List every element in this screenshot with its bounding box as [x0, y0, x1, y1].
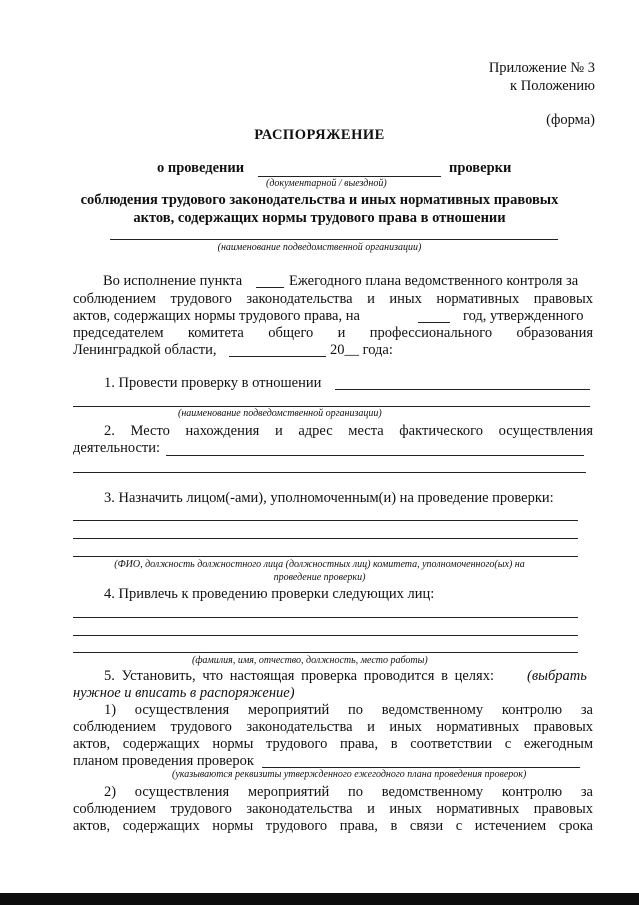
- item-2-address-blank[interactable]: [166, 455, 584, 456]
- purpose-1-caption: (указываются реквизиты утвержденного ежегодного плана проведения проверок): [172, 769, 527, 780]
- preamble-line-1a: Во исполнение пункта: [103, 273, 243, 289]
- preamble-line-5b: 20__ года:: [330, 342, 393, 358]
- document-title: РАСПОРЯЖЕНИЕ: [254, 127, 385, 143]
- subject-line-2: актов, содержащих нормы трудового права в отношении: [133, 210, 506, 226]
- item-1-caption: (наименование подведомственной организации): [178, 408, 382, 419]
- plan-details-blank[interactable]: [262, 767, 580, 768]
- preamble-line-4: председателем комитета общего и профессионального образования: [73, 325, 593, 341]
- item-4-blank-2[interactable]: [73, 635, 578, 636]
- item-2-line-2: деятельности:: [73, 440, 161, 456]
- item-3-caption-line-2: проведение проверки): [273, 572, 366, 583]
- plan-year-blank[interactable]: [418, 322, 450, 323]
- purpose-2-line-3: актов, содержащих нормы трудового права, в связи с истечением срока: [73, 818, 593, 834]
- item-4-blank-1[interactable]: [73, 617, 578, 618]
- preamble-line-3b: год, утвержденного: [463, 308, 584, 324]
- item-5-line-1b: (выбрать: [527, 668, 587, 684]
- item-2-address-blank-2[interactable]: [73, 472, 586, 473]
- approval-date-blank[interactable]: [229, 356, 326, 357]
- purpose-2-line-2: соблюдением трудового законодательства и иных нормативных правовых: [73, 801, 593, 817]
- organization-blank[interactable]: [110, 239, 558, 240]
- form-note: (форма): [546, 112, 595, 128]
- inspection-label: проверки: [449, 160, 512, 176]
- item-1-organization-blank[interactable]: [335, 389, 590, 390]
- appendix-label: Приложение № 3: [488, 60, 595, 76]
- item-4-text: 4. Привлечь к проведению проверки следующих лиц:: [104, 586, 435, 602]
- preamble-line-2: соблюдением трудового законодательства и иных нормативных правовых: [73, 291, 593, 307]
- item-4-blank-3[interactable]: [73, 652, 578, 653]
- purpose-1-line-2: соблюдением трудового законодательства и иных нормативных правовых: [73, 719, 593, 735]
- regulation-label: к Положению: [510, 78, 595, 94]
- item-1-organization-blank-2[interactable]: [73, 406, 590, 407]
- item-3-blank-3[interactable]: [73, 556, 578, 557]
- item-3-text: 3. Назначить лицом(-ами), уполномоченным(и) на проведение проверки:: [104, 490, 554, 506]
- item-1-text: 1. Провести проверку в отношении: [104, 375, 322, 391]
- scan-edge-bar: [0, 893, 639, 905]
- purpose-1-line-1: 1) осуществления мероприятий по ведомственному контролю за: [104, 702, 593, 718]
- subject-line-1: соблюдения трудового законодательства и иных нормативных правовых: [80, 192, 559, 208]
- item-3-caption-line-1: (ФИО, должность должностного лица (должностных лиц) комитета, уполномоченного(ых) на: [114, 559, 525, 570]
- inspection-type-blank[interactable]: [258, 176, 441, 177]
- item-3-blank-2[interactable]: [73, 538, 578, 539]
- organization-caption: (наименование подведомственной организации): [217, 242, 422, 253]
- item-5-line-2: нужное и вписать в распоряжение): [73, 685, 295, 701]
- item-2-line-1: 2. Место нахождения и адрес места фактического осуществления: [104, 423, 593, 439]
- purpose-1-line-3: актов, содержащих нормы трудового права, в соответствии с ежегодным: [73, 736, 593, 752]
- plan-item-blank[interactable]: [256, 287, 284, 288]
- preamble-line-3a: актов, содержащих нормы трудового права, на: [73, 308, 360, 324]
- item-4-caption: (фамилия, имя, отчество, должность, место работы): [192, 655, 428, 666]
- preamble-line-1b: Ежегодного плана ведомственного контроля за: [289, 273, 579, 289]
- item-3-blank-1[interactable]: [73, 520, 578, 521]
- purpose-2-line-1: 2) осуществления мероприятий по ведомственному контролю за: [104, 784, 593, 800]
- purpose-1-line-4: планом проведения проверок: [73, 753, 254, 769]
- item-5-line-1a: 5. Установить, что настоящая проверка проводится в целях:: [104, 668, 494, 684]
- conduct-label: о проведении: [157, 160, 245, 176]
- preamble-line-5a: Ленинградкой области,: [73, 342, 217, 358]
- inspection-type-caption: (документарной / выездной): [266, 178, 387, 189]
